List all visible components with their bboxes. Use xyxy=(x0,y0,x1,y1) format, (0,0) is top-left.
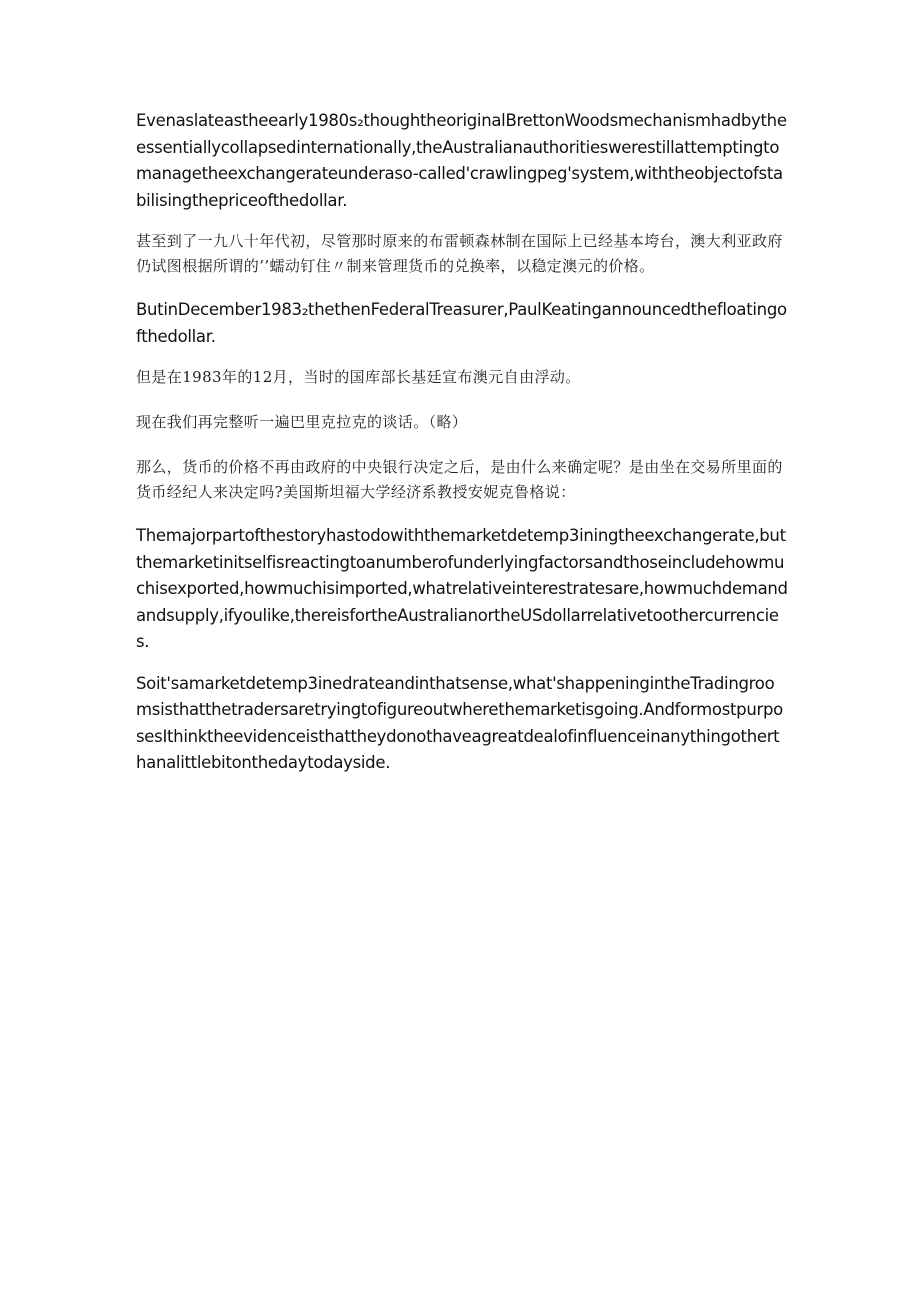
paragraph-zh-keating: 但是在1983年的12月，当时的国库部长基廷宣布澳元自由浮动。 xyxy=(136,368,581,386)
document-body xyxy=(136,108,788,792)
paragraph-zh-question: 那么，货币的价格不再由政府的中央银行决定之后，是由什么来确定呢？是由坐在交易所里面的货币经纪人来决定吗?美国斯坦福大学经济系教授安妮克鲁格说： xyxy=(136,458,783,501)
paragraph-en-bretton-woods: Evenaslateastheearly1980s₂thoughtheoriginalBrettonWoodsmechanismhadbytheessentiallycollapsedinternationally,theAustralianauthoritieswerestillattemptingtomanagetheexchangerateunderaso-called'crawlingpeg'system,withtheobjectofstabilisingthepriceofthedollar. xyxy=(136,111,787,210)
paragraph-zh-listen-again: 现在我们再完整听一遍巴里克拉克的谈话。（略） xyxy=(136,413,468,431)
paragraph-en-krueger-1: Themajorpartofthestoryhastodowiththemarketdetemp3iningtheexchangerate,butthemarketinitselfisreactingtoanumberofunderlyingfactorsandthoseincludehowmuchisexported,howmuchisimported,whatrelativeinterestratesare,howmuchdemandandsupply,ifyoulike,thereisfortheAustralianortheUSdollarrelativetoothercurrencies. xyxy=(136,526,788,651)
paragraph-en-keating: ButinDecember1983₂thethenFederalTreasurer,PaulKeatingannouncedthefloatingofthedollar. xyxy=(136,300,787,346)
paragraph-zh-bretton-woods: 甚至到了一九八十年代初，尽管那时原来的布雷顿森林制在国际上已经基本垮台，澳大利亚政府仍试图根据所谓的’’蠕动钉住〃制来管理货币的兑换率，以稳定澳元的价格。 xyxy=(136,232,783,275)
paragraph-en-krueger-2: Soit'samarketdetemp3inedrateandinthatsense,what'shappeningintheTradingroomsisthatthetradersaretryingtofigureoutwherethemarketisgoing.AndformostpurposesIthinktheevidenceisthattheydonothaveagreatdealofinfluenceinanythingotherthanalittlebitonthedaytodayside. xyxy=(136,673,783,772)
